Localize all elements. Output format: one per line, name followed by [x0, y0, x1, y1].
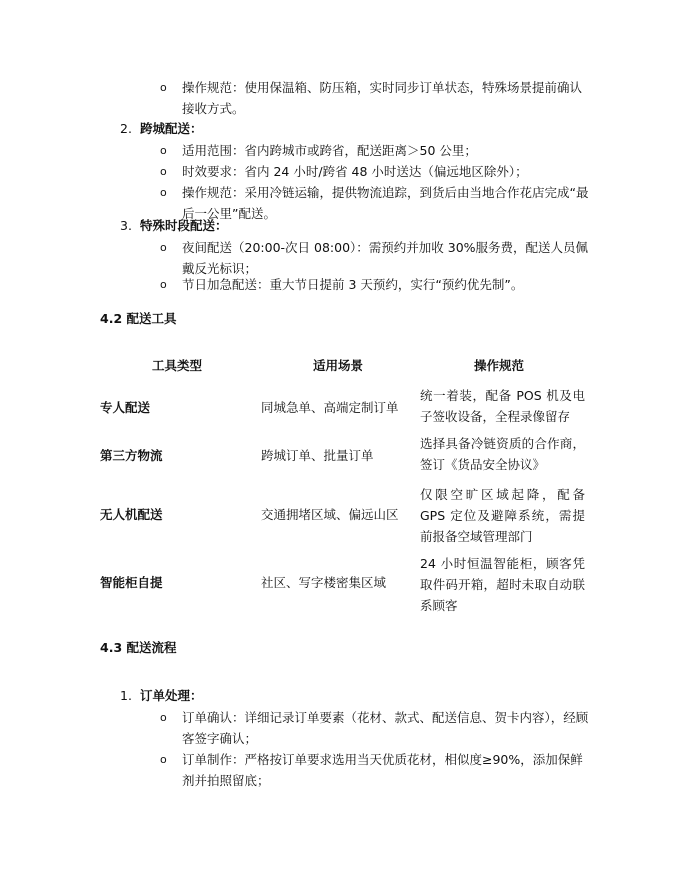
bullet-circle-icon: o: [160, 753, 167, 766]
table-header-spec: 操作规范: [474, 358, 525, 373]
table-header-scene: 适用场景: [313, 358, 364, 373]
table-cell-spec: 统一着装，配备 POS 机及电子签收设备，全程录像留存: [420, 388, 585, 424]
item-heading: 特殊时段配送：: [140, 218, 228, 233]
section-heading-4-3: 4.3 配送流程: [100, 640, 177, 655]
table-cell-spec: 选择具备冷链资质的合作商，签订《货品安全协议》: [420, 436, 585, 472]
bullet-circle-icon: o: [160, 144, 167, 157]
bullet-circle-icon: o: [160, 278, 167, 291]
numbered-item-order-processing: [120, 686, 203, 706]
bullet-circle-icon: o: [160, 241, 167, 254]
table-cell-scene: 同城急单、高端定制订单: [261, 400, 399, 415]
item-heading: 订单处理：: [140, 688, 203, 703]
list-item: [160, 707, 590, 749]
table-cell-type: 第三方物流: [100, 448, 163, 463]
list-item: [160, 749, 590, 791]
item-number: 3.: [120, 218, 132, 233]
table-cell-type: 智能柜自提: [100, 575, 163, 590]
table-cell-spec: 仅限空旷区域起降，配备 GPS 定位及避障系统，需提前报备空域管理部门: [420, 487, 585, 544]
item-heading: 跨城配送：: [140, 121, 203, 136]
table-cell-type: 专人配送: [100, 400, 151, 415]
list-item-text: 适用范围：省内跨城市或跨省，配送距离＞50 公里；: [182, 143, 477, 158]
list-item: [160, 140, 590, 161]
table-cell-type: 无人机配送: [100, 507, 163, 522]
list-item-text: 时效要求：省内 24 小时/跨省 48 小时送达（偏远地区除外）；: [182, 164, 528, 179]
list-item-text: 操作规范：采用冷链运输，提供物流追踪，到货后由当地合作花店完成“最后一公里”配送。: [182, 185, 589, 221]
list-item-text: 订单制作：严格按订单要求选用当天优质花材，相似度≥90%，添加保鲜剂并拍照留底；: [182, 752, 583, 788]
bullet-circle-icon: o: [160, 711, 167, 724]
table-header-type: 工具类型: [152, 358, 203, 373]
list-item-text: 节日加急配送：重大节日提前 3 天预约，实行“预约优先制”。: [182, 277, 524, 292]
table-cell-spec: 24 小时恒温智能柜，顾客凭取件码开箱，超时未取自动联系顾客: [420, 556, 585, 613]
item-number: 2.: [120, 121, 132, 136]
list-item-text: 订单确认：详细记录订单要素（花材、款式、配送信息、贺卡内容），经顾客签字确认；: [182, 710, 589, 746]
numbered-item-cross-city: [120, 119, 203, 139]
list-item-text: 夜间配送（20:00-次日 08:00）：需预约并加收 30%服务费，配送人员佩戴反光标识；: [182, 240, 589, 276]
list-item-text: 操作规范：使用保温箱、防压箱，实时同步订单状态，特殊场景提前确认接收方式。: [182, 80, 583, 116]
bullet-circle-icon: o: [160, 165, 167, 178]
item-number: 1.: [120, 688, 132, 703]
list-item: [160, 274, 590, 295]
section-heading-4-2: 4.2 配送工具: [100, 311, 177, 326]
table-cell-scene: 交通拥堵区域、偏远山区: [261, 507, 399, 522]
table-cell-scene: 跨城订单、批量订单: [261, 448, 374, 463]
list-item: [160, 77, 590, 119]
bullet-circle-icon: o: [160, 186, 167, 199]
list-item: [160, 237, 590, 279]
bullet-circle-icon: o: [160, 81, 167, 94]
numbered-item-special-time: [120, 216, 228, 236]
list-item: [160, 161, 590, 182]
table-cell-scene: 社区、写字楼密集区域: [261, 575, 387, 590]
